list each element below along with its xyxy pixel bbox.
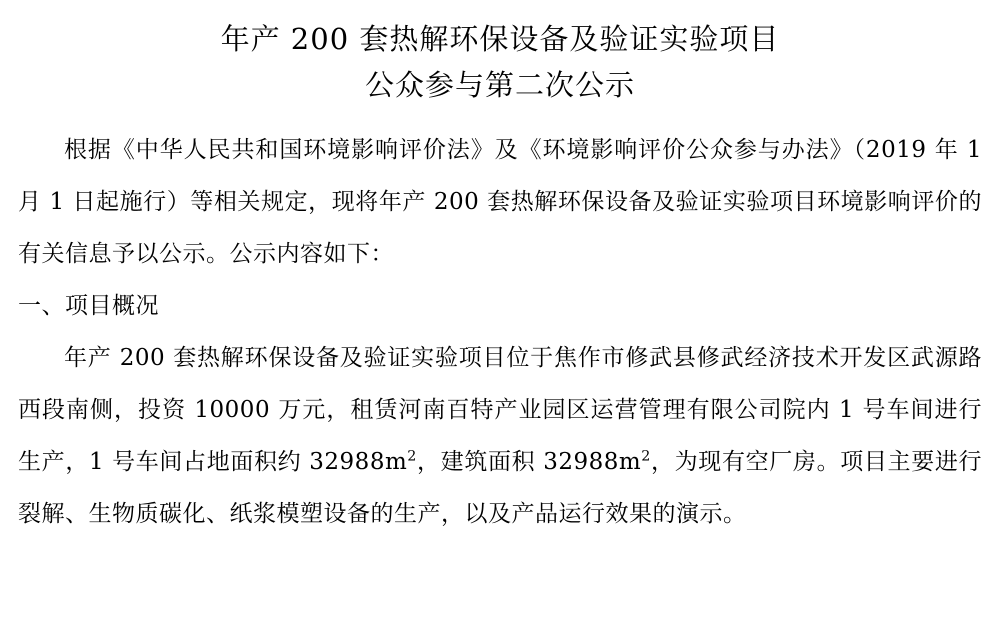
document-body [18,124,982,540]
section-heading-text: 一、项目概况 [18,293,159,319]
document-title [18,16,982,108]
section-heading-project-overview [18,280,982,332]
superscript-square-meter-2: 2 [641,448,651,465]
title-line-2: 公众参与第二次公示 [364,68,635,102]
paragraph-text: 根据《中华人民共和国环境影响评价法》及《环境影响评价公众参与办法》（2019 年 1 月 1 日起施行）等相关规定，现将年产 200 套热解环保设备及验证实验项目环境影响评价的有关信息予以公示。公示内容如下： [18,137,982,267]
paragraph-text-part-2: ，建筑面积 32988m [416,449,642,475]
title-line-1: 年产 200 套热解环保设备及验证实验项目 [220,22,780,56]
paragraph-project-overview [18,332,982,540]
superscript-square-meter-1: 2 [407,448,417,465]
paragraph-text-part-3: ，为现有空厂房。项目主要进行裂解、生物质碳化、纸浆模塑设备的生产，以及产品运行效果的演示。 [18,449,982,527]
paragraph-text-part-1: 年产 200 套热解环保设备及验证实验项目位于焦作市修武县修武经济技术开发区武源路西段南侧，投资 10000 万元，租赁河南百特产业园区运营管理有限公司院内 1 号车间进行生产，1 号车间占地面积约 32988m [18,345,982,475]
paragraph-legal-basis [18,124,982,280]
